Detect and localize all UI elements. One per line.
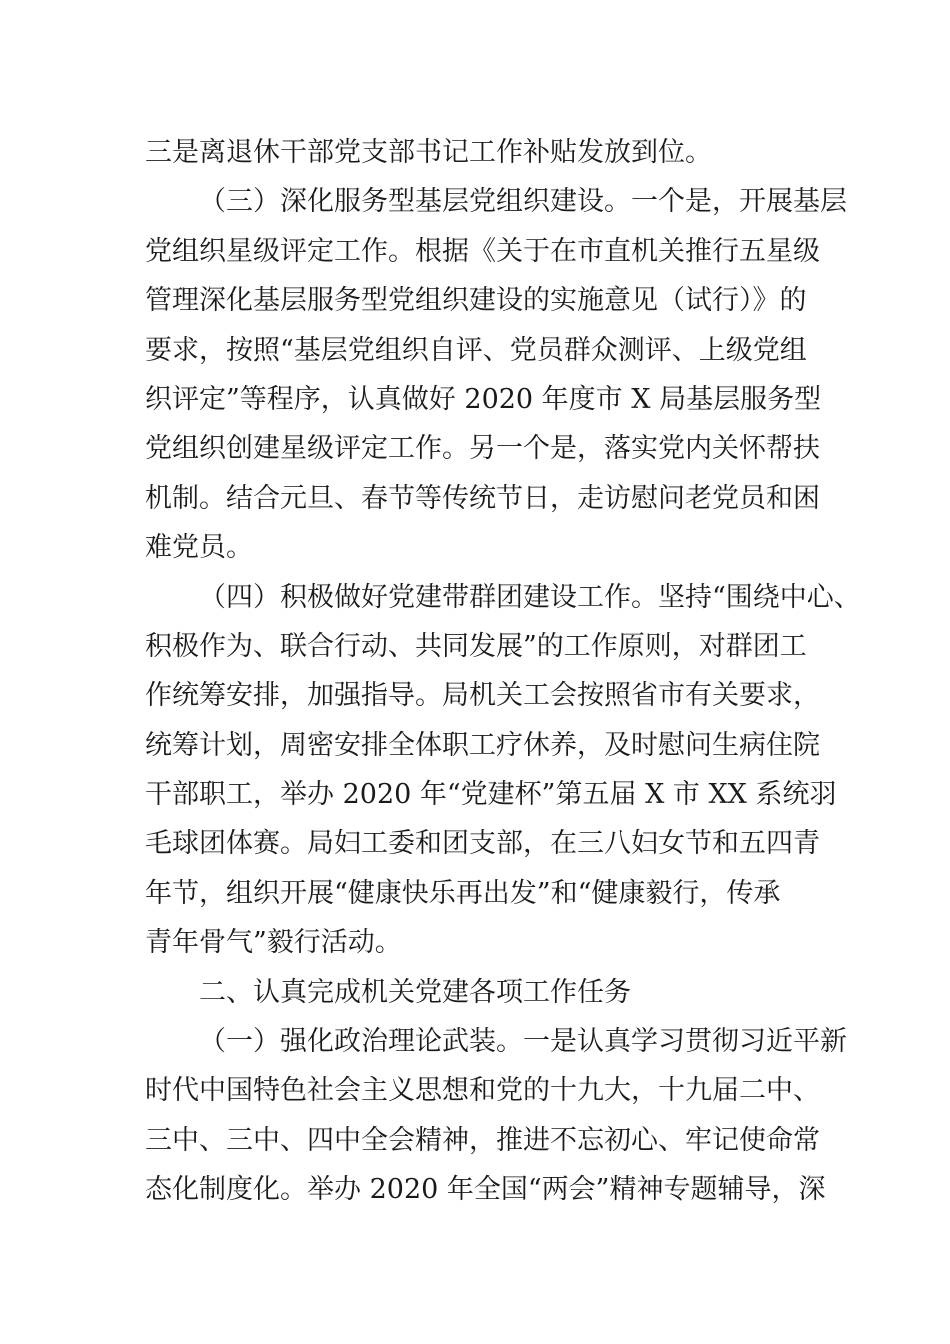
text-line: 难党员。 [145, 532, 253, 564]
text-line: 三是离退休干部党支部书记工作补贴发放到位。 [145, 137, 712, 168]
text-line: 作统筹安排，加强指导。局机关工会按照省市有关要求， [145, 680, 820, 712]
text-line: 干部职工，举办 2020 年“党建杯”第五届 X 市 XX 系统羽 [145, 779, 837, 811]
text-line: 毛球团体赛。局妇工委和团支部，在三八妇女节和五四青 [145, 828, 820, 860]
text-line: 青年骨气”毅行活动。 [145, 927, 402, 959]
text-line: 时代中国特色社会主义思想和党的十九大，十九届二中、 [145, 1075, 820, 1107]
section-heading: 二、认真完成机关党建各项工作任务 [199, 976, 631, 1008]
body-text [145, 128, 861, 1215]
text-line: 管理深化基层服务型党组织建设的实施意见（试行）》的 [145, 285, 807, 317]
text-line: 统筹计划，周密安排全体职工疗休养，及时慰问生病住院 [145, 729, 820, 761]
text-line: 要求，按照“基层党组织自评、党员群众测评、上级党组 [145, 334, 807, 366]
text-line: 积极作为、联合行动、共同发展”的工作原则，对群团工 [145, 630, 807, 662]
text-line: 三中、三中、四中全会精神，推进不忘初心、牢记使命常 [145, 1124, 820, 1156]
text-line: 年节，组织开展“健康快乐再出发”和“健康毅行，传承 [145, 877, 781, 909]
paragraph-first-line: （一）强化政治理论武装。一是认真学习贯彻习近平新 [199, 1026, 847, 1058]
text-line: 态化制度化。举办 2020 年全国“两会”精神专题辅导，深 [145, 1174, 826, 1206]
paragraph-first-line: （四）积极做好党建带群团建设工作。坚持“围绕中心、 [199, 581, 861, 613]
text-line: 党组织创建星级评定工作。另一个是，落实党内关怀帮扶 [145, 433, 820, 465]
paragraph-first-line: （三）深化服务型基层党组织建设。一个是，开展基层 [199, 186, 847, 218]
text-line: 织评定”等程序，认真做好 2020 年度市 X 局基层服务型 [145, 383, 822, 415]
text-line: 党组织星级评定工作。根据《关于在市直机关推行五星级 [145, 235, 820, 267]
text-line: 机制。结合元旦、春节等传统节日，走访慰问老党员和困 [145, 482, 820, 514]
